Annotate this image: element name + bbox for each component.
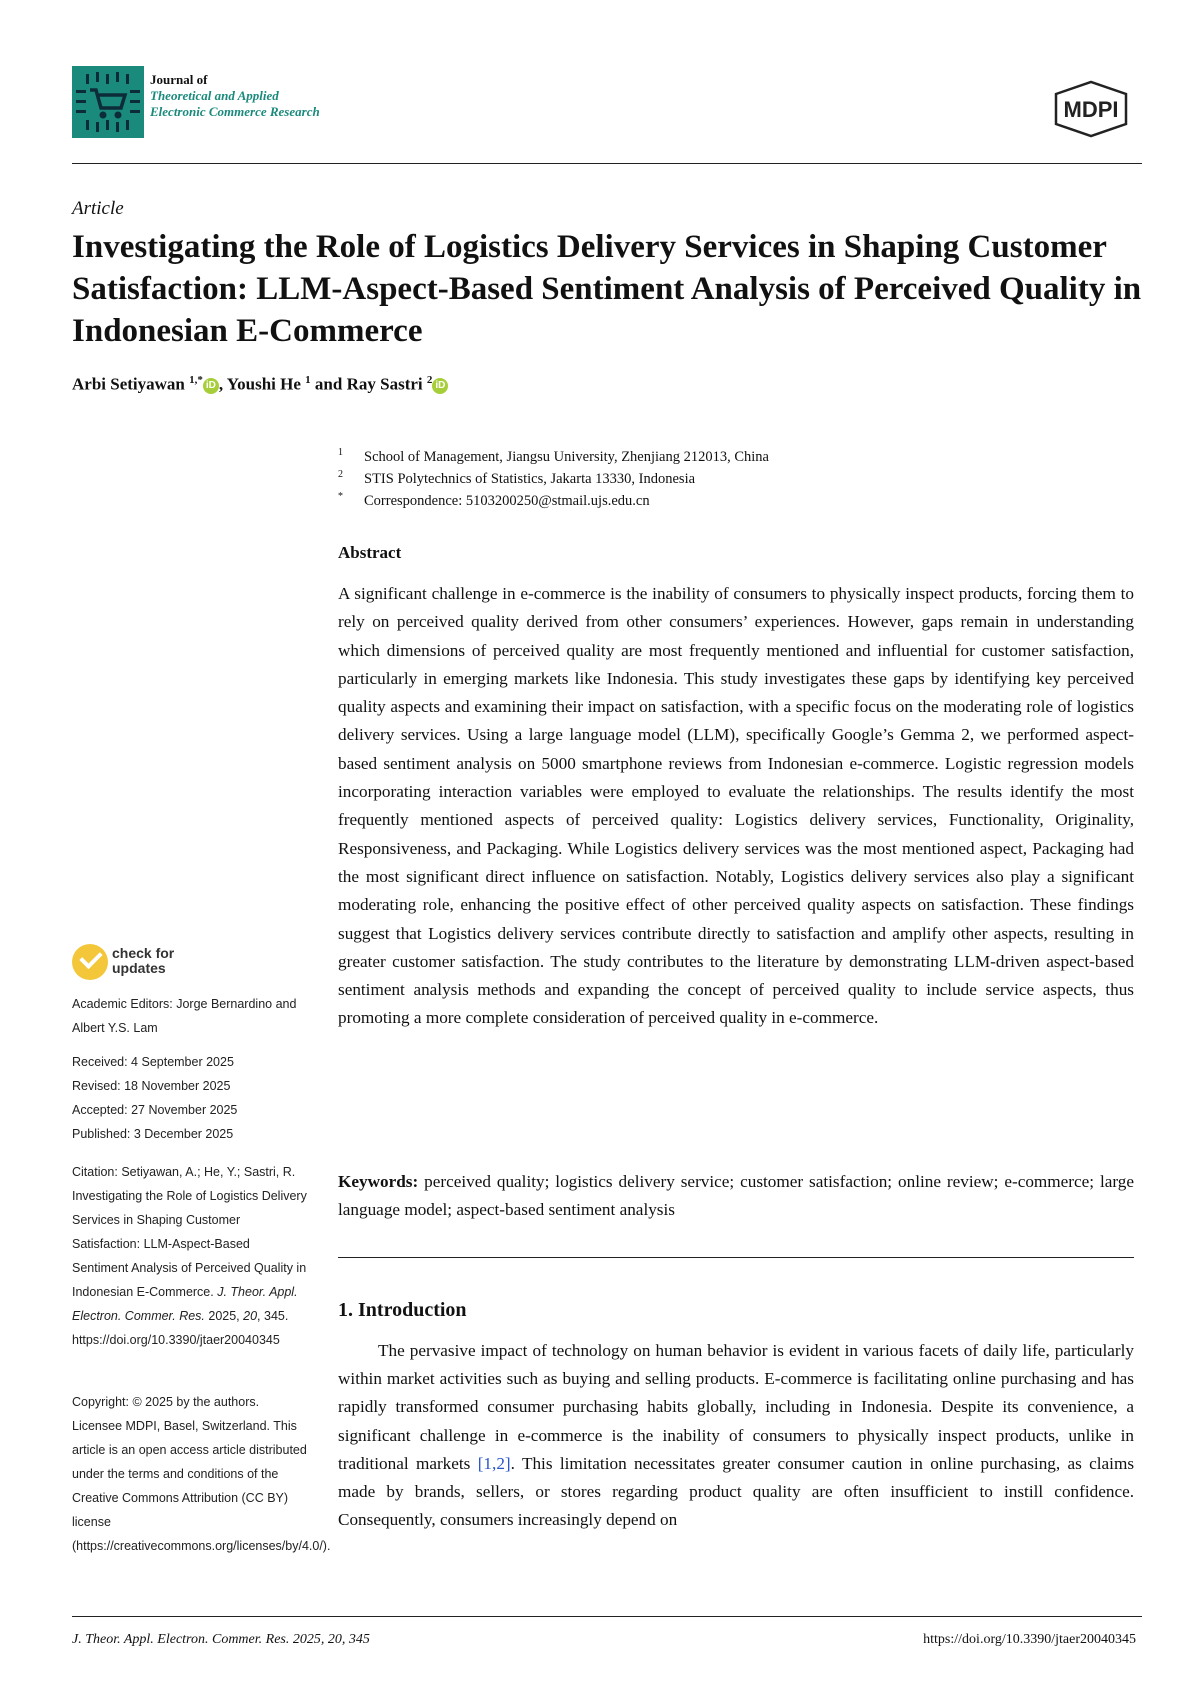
author-affiliation-mark: 2 (426, 374, 433, 386)
affiliation-mark: * (338, 491, 343, 502)
intro-text-part: . This limitation necessitates greater consumer caution in online purchasing, as claims made by brands, sellers, or stores regarding product quality are often insufficient to instill confidence. Consequently, consumers increasingly depend on (338, 1453, 1135, 1530)
footer-divider (72, 1616, 1142, 1617)
copyright-notice: Copyright: © 2025 by the authors. Licensee MDPI, Basel, Switzerland. This article is an open access article distributed under the terms and conditions of the Creative Commons Attribution (CC BY) license (https://creativecommons.org/licenses/by/4.0/). (72, 1395, 331, 1553)
published-date: Published: 3 December 2025 (72, 1127, 234, 1141)
citation-journal: J. Theor. Appl. Electron. Commer. Res. (72, 1285, 298, 1323)
author-name: Arbi Setiyawan (72, 374, 185, 394)
journal-name-line3: Electronic Commerce Research (150, 104, 320, 119)
author-list (72, 374, 448, 395)
section-heading: 1. Introduction (338, 1299, 467, 1321)
abstract-text: A significant challenge in e-commerce is the inability of consumers to physically inspect products, forcing them to rely on perceived quality derived from other consumers’ experiences. However, gaps remain in understanding which dimensions of perceived quality are most frequently mentioned and influential for customer satisfaction, particularly in emerging markets like Indonesia. This study investigates these gaps by identifying key perceived quality aspects and examining their impact on satisfaction, with a specific focus on the moderating role of logistics delivery services. Using a large language model (LLM), specifically Google’s Gemma 2, we performed aspect-based sentiment analysis on 5000 smartphone reviews from Indonesian e-commerce. Logistic regression models incorporating interaction variables were employed to evaluate the relationships. The results identify the most frequently mentioned aspects of perceived quality: Logistics delivery services, Functionality, Originality, Responsiveness, and Packaging. While Logistics delivery services was the most mentioned aspect, Packaging had the most significant direct influence on satisfaction. Notably, Logistics delivery services also play a significant moderating role, enhancing the positive effect of other perceived quality aspects on satisfaction. These findings suggest that Logistics delivery services contribute directly to satisfaction and amplify other aspects, resulting in greater customer satisfaction. The study contributes to the literature by demonstrating LLM-driven aspect-based sentiment analysis methods and expanding the concept of perceived quality to include service aspects, thus promoting a more complete consideration of perceived quality in e-commerce. (338, 584, 1134, 1028)
publisher-logo (1046, 80, 1136, 138)
author-separator: and (310, 374, 347, 394)
section-divider (338, 1257, 1134, 1258)
keywords-label: Keywords: (338, 1172, 419, 1191)
article-title: Investigating the Role of Logistics Delivery Services in Shaping Customer Satisfaction: LLM-Aspect-Based Sentiment Analysis of Perceived Quality in Indonesian E-Commerce (72, 229, 1142, 349)
citation-volume: 20 (243, 1309, 258, 1323)
citation-doi[interactable]: , 345. https://doi.org/10.3390/jtaer20040345 (72, 1309, 289, 1347)
article-type: Article (72, 198, 124, 219)
citation-text: Citation: Setiyawan, A.; He, Y.; Sastri, R. Investigating the Role of Logistics Delivery Services in Shaping Customer Satisfaction: LLM-Aspect-Based Sentiment Analysis of Perceived Quality in Indonesian E-Commerce. (72, 1165, 307, 1299)
journal-name (150, 72, 320, 120)
orcid-icon[interactable]: iD (432, 378, 448, 394)
orcid-icon[interactable]: iD (203, 378, 219, 394)
footer-doi-link[interactable]: https://doi.org/10.3390/jtaer20040345 (923, 1632, 1136, 1647)
journal-logo (72, 66, 144, 138)
academic-editors: Academic Editors: Jorge Bernardino and Albert Y.S. Lam (72, 997, 297, 1035)
citation-block (72, 1160, 308, 1352)
header-divider (72, 163, 1142, 164)
received-date: Received: 4 September 2025 (72, 1055, 234, 1069)
abstract-heading: Abstract (338, 543, 402, 562)
author-name: Youshi He (226, 374, 301, 394)
affiliation-text: School of Management, Jiangsu University, Zhenjiang 212013, China (364, 449, 769, 465)
mdpi-logo-icon (1046, 80, 1136, 138)
affiliation-mark: 2 (338, 469, 343, 480)
keywords-text: perceived quality; logistics delivery service; customer satisfaction; online review; e-commerce; large language model; aspect-based sentiment analysis (338, 1172, 1135, 1220)
journal-name-line1: Journal of (150, 72, 208, 87)
affiliation-mark: 1 (338, 447, 343, 458)
affiliation-text: STIS Polytechnics of Statistics, Jakarta 13330, Indonesia (364, 471, 696, 487)
keywords (338, 1168, 1134, 1225)
citation-year: 2025, (204, 1309, 244, 1323)
check-updates-line1: check for (112, 945, 175, 961)
intro-text-part: The pervasive impact of technology on human behavior is evident in various facets of daily life, particularly within market activities such as buying and selling products. E-commerce is facilitating online purchasing and has rapidly transformed consumer purchasing habits globally, including in Indonesia. Despite its convenience, a significant challenge in e-commerce is the inability of consumers to physically inspect products, unlike in traditional markets (338, 1341, 1134, 1473)
check-updates-line2: updates (112, 960, 166, 976)
publication-dates (72, 1050, 308, 1146)
correspondence-text: Correspondence: 5103200250@stmail.ujs.edu.cn (364, 493, 650, 509)
author-affiliation-mark: 1 (305, 374, 311, 386)
footer-journal-reference: J. Theor. Appl. Electron. Commer. Res. 2025, 20, 345 (72, 1632, 370, 1647)
revised-date: Revised: 18 November 2025 (72, 1079, 231, 1093)
accepted-date: Accepted: 27 November 2025 (72, 1103, 238, 1117)
publisher-name: MDPI (1063, 97, 1119, 122)
introduction-text (338, 1337, 1134, 1534)
check-icon (72, 944, 108, 980)
author-name: Ray Sastri (346, 374, 423, 394)
shopping-cart-circuit-icon (72, 66, 144, 138)
journal-name-line2: Theoretical and Applied (150, 88, 279, 103)
author-separator: , (218, 374, 227, 394)
author-affiliation-mark: 1,* (189, 374, 203, 386)
citation-link[interactable]: [1,2] (477, 1453, 511, 1473)
